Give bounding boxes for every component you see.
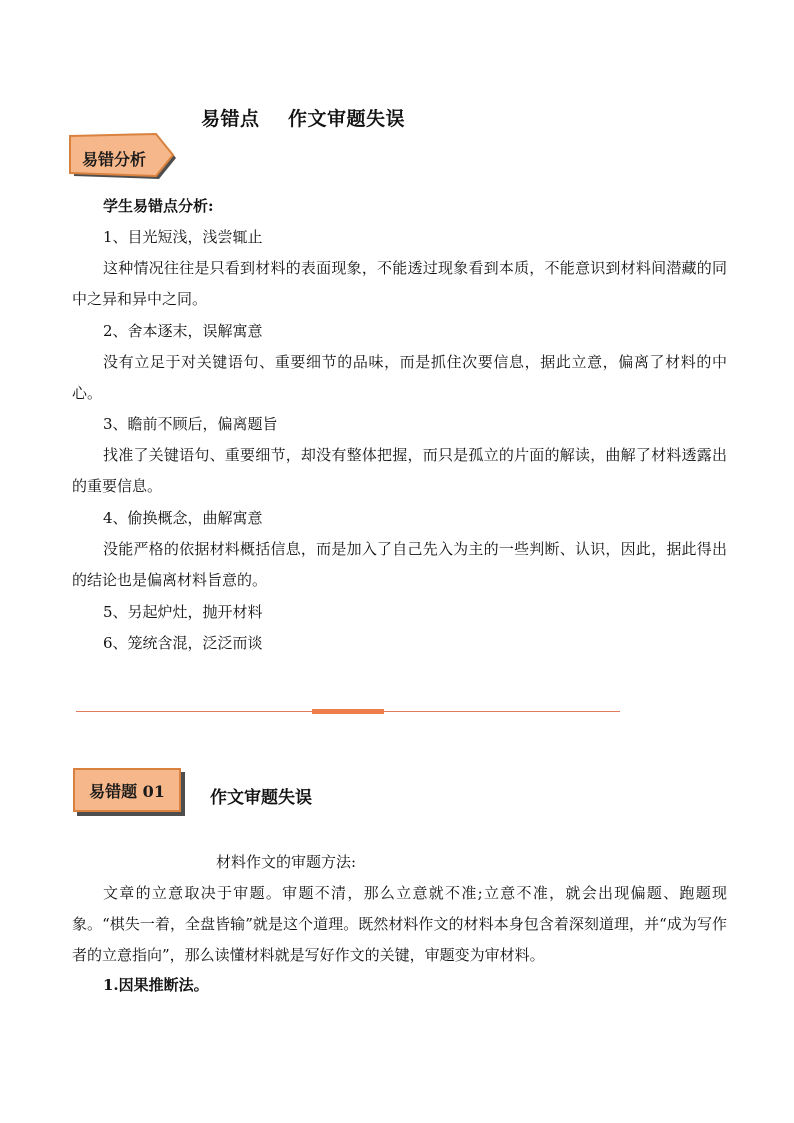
point-body-4: 没能严格的依据材料概括信息，而是加入了自己先入为主的一些判断、认识，因此，据此得出的结论也是偏离材料旨意的。	[72, 540, 727, 589]
point-heading-4: 4、偷换概念，曲解寓意	[103, 509, 263, 527]
point-body-2: 没有立足于对关键语句、重要细节的品味，而是抓住次要信息，据此立意，偏离了材料的中心。	[72, 353, 727, 402]
question-badge: 易错题 01	[73, 768, 181, 812]
point-body-3: 找准了关键语句、重要细节，却没有整体把握，而只是孤立的片面的解读，曲解了材料透露出的重要信息。	[72, 446, 727, 495]
analysis-heading: 学生易错点分析:	[103, 197, 214, 215]
section-divider-accent	[312, 709, 384, 714]
question-title: 作文审题失误	[210, 788, 312, 808]
point-heading-1: 1、目光短浅，浅尝辄止	[103, 228, 263, 246]
point-heading-3: 3、瞻前不顾后，偏离题旨	[103, 415, 278, 433]
method-paragraph: 文章的立意取决于审题。审题不清，那么立意就不准;立意不准，就会出现偏题、跑题现象。“棋失一着，全盘皆输”就是这个道理。既然材料作文的材料本身包含着深刻道理，并“成为写作者的立意指向”，那么读懂材料就是写好作文的关键，审题变为审材料。	[72, 884, 727, 964]
analysis-badge-label: 易错分析	[81, 149, 146, 169]
point-heading-5: 5、另起炉灶，抛开材料	[103, 603, 263, 621]
page-title: 易错点 作文审题失误	[201, 108, 405, 130]
method-intro: 材料作文的审题方法:	[216, 853, 357, 871]
point-heading-2: 2、舍本逐末，误解寓意	[103, 322, 263, 340]
point-body-1: 这种情况往往是只看到材料的表面现象，不能透过现象看到本质，不能意识到材料间潜藏的同中之异和异中之同。	[72, 259, 727, 308]
point-heading-6: 6、笼统含混，泛泛而谈	[103, 634, 263, 652]
analysis-badge	[68, 133, 176, 183]
method-1-heading: 1.因果推断法。	[103, 976, 209, 994]
